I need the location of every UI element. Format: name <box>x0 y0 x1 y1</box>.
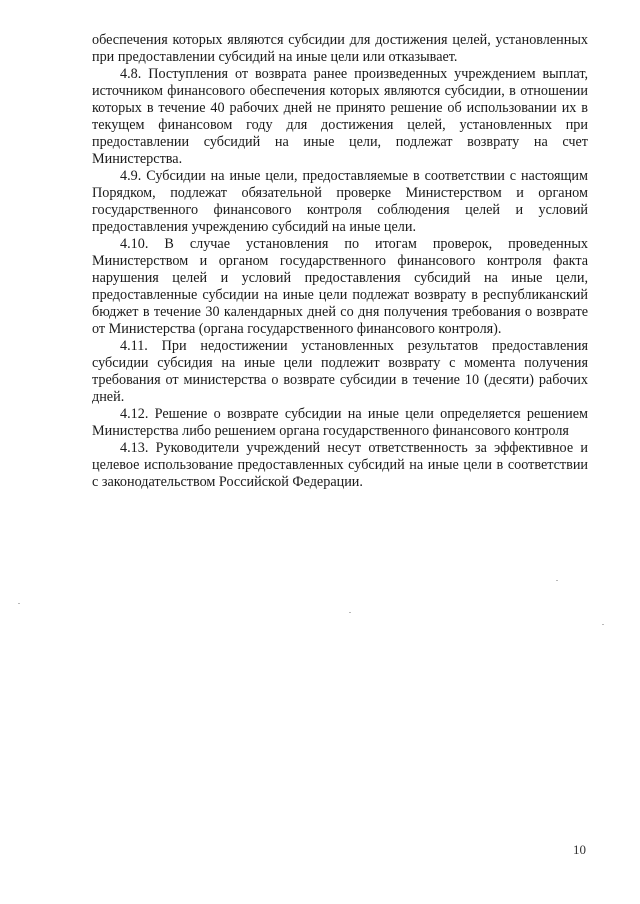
paragraph-4-11: 4.11. При недостижении установленных результатов предоставления субсидии субсидия на иные цели подлежит возврату с момента получения требования от министерства о возврате субсидии в течение 10 (десяти) рабочих дней. <box>92 338 588 405</box>
paragraph-4-9: 4.9. Субсидии на иные цели, предоставляемые в соответствии с настоящим Порядком, подлежат обязательной проверке Министерством и органом государственного финансового контроля соблюдения целей и условий предоставления учреждению субсидий на иные цели. <box>92 168 588 235</box>
paragraph-4-10: 4.10. В случае установления по итогам проверок, проведенных Министерством и органом государственного финансового контроля факта нарушения целей и условий предоставления субсидий на иные цели, предоставленные субсидии на иные цели подлежат возврату в республиканский бюджет в течение 30 календарных дней со дня получения требования о возврате от Министерства (органа государственного финансового контроля). <box>92 236 588 337</box>
page-number: 10 <box>573 842 586 857</box>
scan-speck <box>349 612 351 613</box>
paragraph-4-8: 4.8. Поступления от возврата ранее произведенных учреждением выплат, источником финансового обеспечения которых являются субсидии, в отношении которых в течение 40 рабочих дней не принято решение об использовании их в текущем финансовом году для достижения целей, установленных при предоставлении субсидий на иные цели, подлежат возврату на счет Министерства. <box>92 66 588 167</box>
paragraph-4-13: 4.13. Руководители учреждений несут ответственность за эффективное и целевое использование предоставленных субсидий на иные цели в соответствии с законодательством Российской Федерации. <box>92 440 588 490</box>
scan-speck <box>602 624 604 625</box>
paragraph-continuation: обеспечения которых являются субсидии для достижения целей, установленных при предоставлении субсидий на иные цели или отказывает. <box>92 32 588 65</box>
scan-speck <box>18 603 20 604</box>
paragraph-4-12: 4.12. Решение о возврате субсидии на иные цели определяется решением Министерства либо решением органа государственного финансового контроля <box>92 406 588 439</box>
document-body <box>92 32 588 491</box>
scan-speck <box>556 580 558 581</box>
